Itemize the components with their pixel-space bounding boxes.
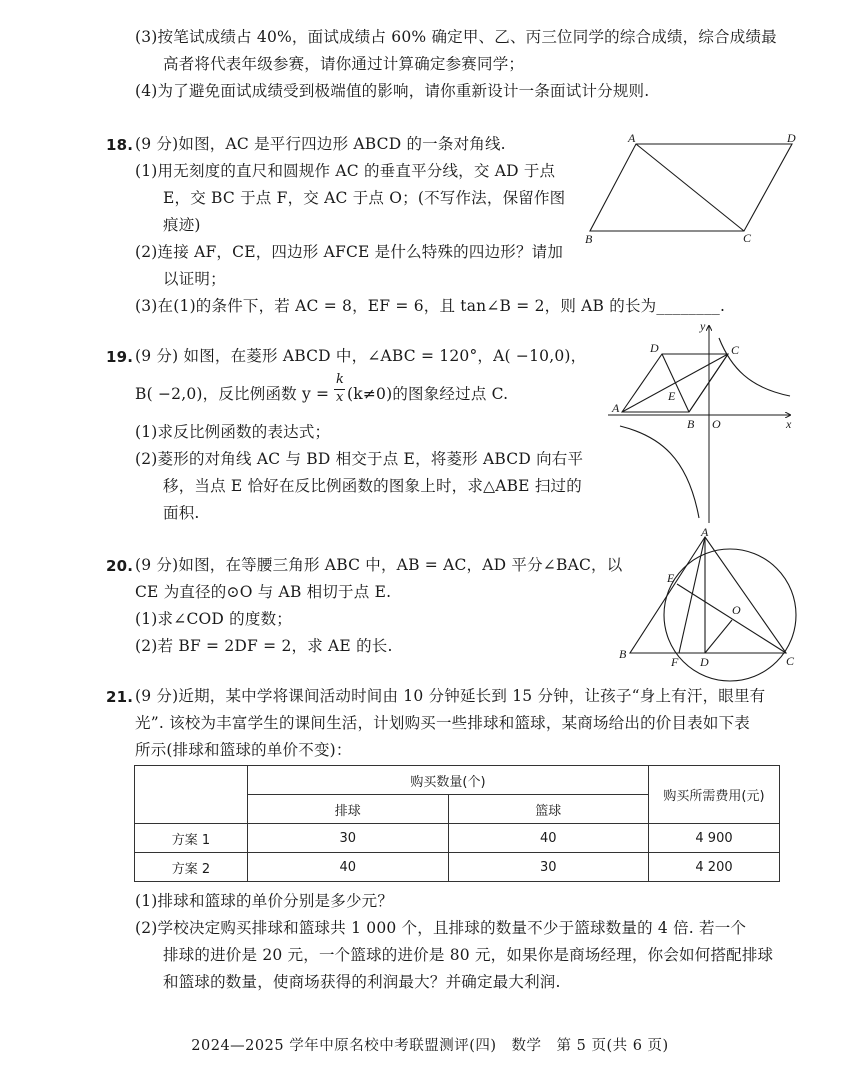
table-corner-cell [135,766,248,824]
q19-fraction-numerator: k [336,372,345,387]
table-row [135,824,780,853]
q20-label-F: F [671,655,679,669]
q19-part2-line2: 移，当点 E 恰好在反比例函数的图象上时，求△ABE 扫过的 [163,477,582,495]
table-row [135,853,780,882]
q18-number: 18. [106,136,134,154]
q20-label-O: O [732,603,741,617]
q20-circle-triangle-figure [610,527,800,672]
table-cell-basketball: 30 [448,853,649,882]
q20-part2: (2)若 BF = 2DF = 2，求 AE 的长. [135,637,393,655]
q20-stem-line1: (9 分)如图，在等腰三角形 ABC 中，AB = AC，AD 平分∠BAC，以 [135,556,623,574]
q19-rhombus-hyperbola-figure [600,318,800,528]
table-cell-basketball: 40 [448,824,649,853]
table-header-quantity: 购买数量(个) [248,766,649,795]
q17-part4: (4)为了避免面试成绩受到极端值的影响，请你重新设计一条面试计分规则. [135,82,650,100]
q18-label-C: C [743,231,752,245]
q21-stem-line2: 光”. 该校为丰富学生的课间生活，计划购买一些排球和篮球，某商场给出的价目表如下表 [135,714,750,732]
q18-part1-line3: 痕迹) [163,216,201,234]
table-cell-plan: 方案 1 [135,824,248,853]
q20-stem-line2: CE 为直径的⊙O 与 AB 相切于点 E. [135,583,392,601]
page-footer: 2024—2025 学年中原名校中考联盟测评(四) 数学 第 5 页(共 6 页) [191,1038,669,1054]
q19-part2-line1: (2)菱形的对角线 AC 与 BD 相交于点 E，将菱形 ABCD 向右平 [135,450,584,468]
q18-parallelogram-figure [580,130,805,250]
q20-label-D: D [700,655,709,669]
table-cell-plan: 方案 2 [135,853,248,882]
table-cell-cost: 4 900 [649,824,780,853]
q21-part2-line2: 排球的进价是 20 元，一个篮球的进价是 80 元，如果你是商场经理，你会如何搭配排球 [163,946,774,964]
q21-part2-line3: 和篮球的数量，使商场获得的利润最大？并确定最大利润. [163,973,561,991]
q21-stem-line3: 所示(排球和篮球的单价不变)： [135,741,352,759]
q19-label-D: D [650,341,659,355]
q19-number: 19. [106,348,134,366]
q21-price-table [134,765,780,882]
q19-part2-line3: 面积. [163,504,200,522]
q19-label-E: E [668,389,676,403]
table-header-cost: 购买所需费用(元) [649,766,780,824]
q17-part3-line2: 高者将代表年级参赛，请你通过计算确定参赛同学； [163,55,525,73]
q20-label-E: E [667,571,675,585]
q19-label-B: B [687,417,695,431]
q20-part1: (1)求∠COD 的度数； [135,610,292,628]
q20-label-C: C [786,654,795,668]
q18-label-B: B [585,232,593,246]
table-cell-volleyball: 40 [248,853,449,882]
q20-number: 20. [106,557,134,575]
q19-stem-line1: (9 分) 如图，在菱形 ABCD 中，∠ABC = 120°，A( −10,0)， [135,347,587,365]
q18-part2-line2: 以证明； [163,270,226,288]
q21-number: 21. [106,688,134,706]
q19-label-y: y [700,319,706,333]
q20-label-A: A [701,525,709,539]
table-cell-cost: 4 200 [649,853,780,882]
q21-part2-line1: (2)学校决定购买排球和篮球共 1 000 个，且排球的数量不少于篮球数量的 4 倍. 若一个 [135,919,747,937]
q17-part3-line1: (3)按笔试成绩占 40%，面试成绩占 60% 确定甲、乙、丙三位同学的综合成绩，综合成绩最 [135,28,777,46]
q19-part1: (1)求反比例函数的表达式； [135,423,331,441]
q18-part1-line1: (1)用无刻度的直尺和圆规作 AC 的垂直平分线，交 AD 于点 [135,162,556,180]
q19-label-A: A [612,401,620,415]
q18-stem: (9 分)如图，AC 是平行四边形 ABCD 的一条对角线. [135,135,506,153]
q19-stem-line2a: B( −2,0)，反比例函数 y = [135,385,330,403]
table-cell-volleyball: 30 [248,824,449,853]
q19-label-C: C [731,343,740,357]
q20-label-B: B [619,647,627,661]
q18-label-A: A [628,131,636,145]
q18-part1-line2: E，交 BC 于点 F，交 AC 于点 O；(不写作法，保留作图 [163,189,566,207]
q19-label-O: O [712,417,721,431]
q19-fraction-denominator: x [336,390,344,405]
table-header-basketball: 篮球 [448,795,649,824]
q21-part1: (1)排球和篮球的单价分别是多少元？ [135,892,394,910]
q18-part2-line1: (2)连接 AF，CE，四边形 AFCE 是什么特殊的四边形？请加 [135,243,564,261]
q18-label-D: D [787,131,796,145]
q19-stem-line2b: (k≠0)的图象经过点 C. [347,385,509,403]
q19-label-x: x [786,417,792,431]
table-header-volleyball: 排球 [248,795,449,824]
q18-part3: (3)在(1)的条件下，若 AC = 8，EF = 6，且 tan∠B = 2，则 AB 的长为________. [135,297,726,315]
q21-stem-line1: (9 分)近期，某中学将课间活动时间由 10 分钟延长到 15 分钟，让孩子“身上有汗，眼里有 [135,687,766,705]
